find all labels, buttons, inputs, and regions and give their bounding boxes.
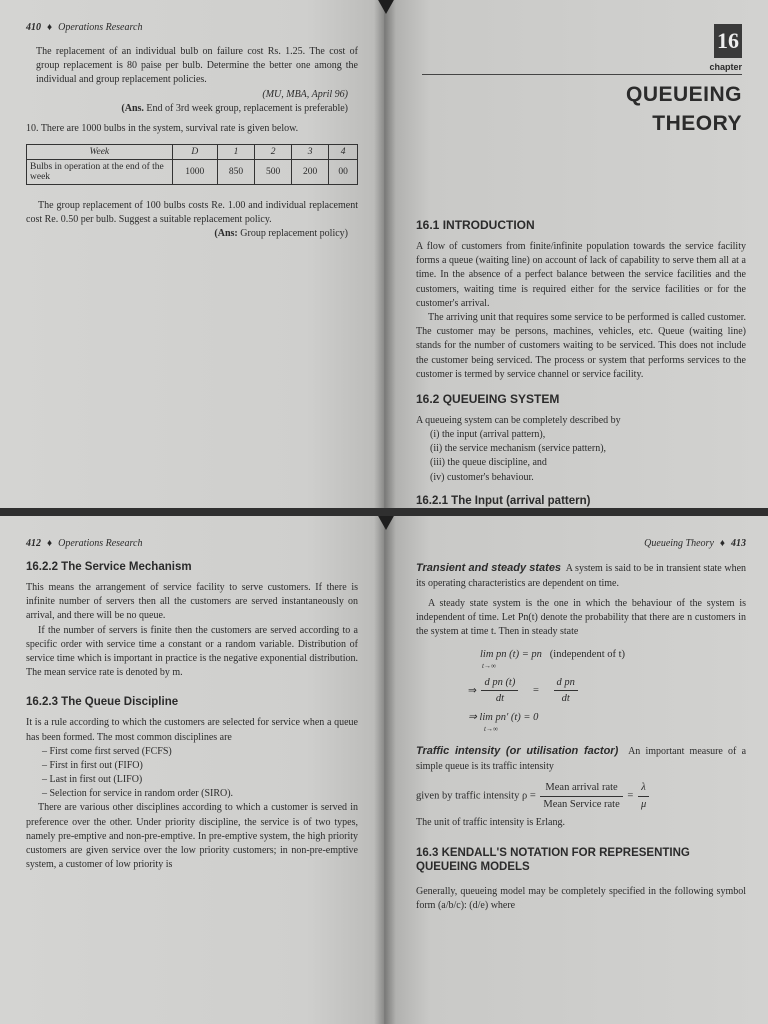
- answer-text: Group replacement policy): [240, 228, 348, 240]
- page-number: 412: [26, 538, 41, 549]
- answer-text: End of 3rd week group, replacement is preferable): [146, 102, 348, 114]
- table-row-label: Bulbs in operation at the end of the week: [27, 159, 173, 184]
- citation: (MU, MBA, April 96): [262, 88, 348, 100]
- page-number: 413: [731, 538, 746, 549]
- page-413: [384, 516, 768, 1024]
- transient-paragraph: [416, 561, 746, 591]
- running-title: Queueing Theory: [644, 538, 714, 549]
- traffic-denominator: Mean Service rate: [543, 798, 620, 810]
- section-heading-16-2-1: 16.2.1 The Input (arrival pattern): [416, 494, 591, 507]
- running-head-412: [26, 538, 358, 549]
- traffic-heading: Traffic intensity (or utilisation factor): [416, 745, 619, 758]
- section-heading-16-2-3: 16.2.3 The Queue Discipline: [26, 696, 179, 709]
- table-cell: 1000: [172, 159, 217, 184]
- discipline-paragraph-1: It is a rule according to which the customers are selected for service when a queue has been formed. The most common disciplines are: [26, 717, 358, 743]
- page-411: [384, 0, 768, 508]
- section-heading-16-2: 16.2 QUEUEING SYSTEM: [416, 391, 560, 406]
- bottom-spread: [0, 516, 768, 1024]
- equals-sign: =: [532, 685, 539, 697]
- table-row: [27, 159, 358, 184]
- chapter-title-line-2: THEORY: [652, 112, 742, 136]
- answer: [26, 102, 358, 116]
- chapter-number: 16: [714, 24, 742, 58]
- table-header-cell: 1: [217, 144, 254, 159]
- top-spread: [0, 0, 768, 508]
- list-item: – First come first served (FCFS): [42, 745, 172, 757]
- steady-state-paragraph: A steady state system is the one in which the behaviour of the system is independent of time. Let Pn(t) denote the probability that there are n customers in the system at time t. Then in steady state: [416, 597, 746, 638]
- list-item: – Last in first out (LIFO): [42, 774, 143, 786]
- traffic-unit: The unit of traffic intensity is Erlang.: [416, 816, 565, 828]
- discipline-list: [26, 745, 358, 802]
- fraction-denominator: dt: [561, 693, 570, 705]
- traffic-text: An important measure of a simple queue is its traffic intensity: [416, 746, 747, 772]
- transient-heading: Transient and steady states: [416, 562, 562, 574]
- queueing-system-intro: A queueing system can be completely described by: [416, 414, 621, 426]
- fraction-right: [554, 675, 578, 708]
- list-item: (iii) the queue discipline, and: [430, 457, 547, 469]
- running-head-413: [416, 538, 746, 549]
- table-header-cell: Week: [27, 144, 173, 159]
- section-heading-16-2-2: 16.2.2 The Service Mechanism: [26, 561, 192, 573]
- question-10: 10. There are 1000 bulbs in the system, survival rate is given below.: [26, 122, 299, 134]
- equation-limit-lhs: lim pn (t) = pn: [480, 649, 542, 661]
- traffic-numerator: Mean arrival rate: [540, 780, 622, 797]
- chapter-title-line-1: QUEUEING: [625, 83, 742, 106]
- page-410: [0, 0, 384, 508]
- equation-limit: [416, 647, 746, 671]
- lambda-mu-fraction: [638, 780, 649, 813]
- chapter-label: chapter: [422, 62, 742, 75]
- traffic-formula: [416, 780, 746, 813]
- table-cell: 850: [217, 159, 254, 184]
- traffic-formula-lead: given by traffic intensity ρ =: [416, 790, 536, 802]
- mu-symbol: μ: [640, 798, 647, 810]
- equation-limit-derivative-text: ⇒ lim pn′ (t) = 0: [468, 712, 539, 724]
- table-header-row: [27, 144, 358, 159]
- table-header-cell: D: [172, 144, 217, 159]
- queueing-system-list: [416, 428, 746, 485]
- intro-paragraph-2: The arriving unit that requires some service to be performed is called customer. The customer may be persons, machines, vehicles, etc. Queue (waiting line) stands for the number of customers waiting to be serviced. This does not include the customer being serviced. The process or system that performs services to the customer is termed by service channel or service facility.: [416, 311, 746, 380]
- implies-icon: ⇒: [468, 685, 477, 697]
- list-item: – First in first out (FIFO): [42, 759, 143, 771]
- equation-limit-note: (independent of t): [549, 649, 626, 661]
- equation-limit-derivative-subscript: t→∞: [484, 724, 498, 733]
- diamond-icon: ♦: [47, 538, 53, 549]
- traffic-paragraph: [416, 744, 746, 774]
- service-paragraph-1: This means the arrangement of service facility to serve customers. If there is infinite number of servers then all the customers are served instantaneously on arrival, and there will be no queue.: [26, 582, 358, 622]
- fraction-numerator: d pn: [554, 675, 578, 692]
- fraction-numerator: d pn (t): [481, 675, 518, 692]
- answer-2: [26, 227, 358, 241]
- equation-limit-derivative: [416, 710, 746, 734]
- page-412: [0, 516, 384, 1024]
- discipline-paragraph-2: There are various other disciplines according to which a customer is served in preference over the other. Under priority discipline, the service is of two types, namely pre-emptive and non-pre-emptive. In pre-emptive system, the high priority customers are given service over the low priority customers; in non-pre-emptive system, a customer of low priority is: [26, 802, 358, 871]
- section-heading-16-3: 16.3 KENDALL'S NOTATION FOR REPRESENTING QUEUEING MODELS: [416, 846, 690, 874]
- book-title: Operations Research: [58, 22, 143, 33]
- exercise-paragraph-2: The group replacement of 100 bulbs costs Re. 1.00 and individual replacement cost Re. 0.50 per bulb. Suggest a suitable replacement policy.: [26, 199, 358, 225]
- page-number: 410: [26, 22, 41, 33]
- answer-label: (Ans.: [121, 102, 144, 114]
- table-header-cell: 2: [255, 144, 292, 159]
- intro-paragraph-1: A flow of customers from finite/infinite population towards the service facility forms a queue (waiting line) on account of lack of capability to serve them all at a time. In the absence of a perfect balance between the service facilities and the customers, waiting time is required either for the service facilities or for the customer's arrival.: [416, 241, 746, 309]
- service-paragraph-2: If the number of servers is finite then the customers are served according to a specific order with service time a constant or a random variable. Distribution of service time which is important in practice is the negative exponential distribution. The mean service rate is denoted by m.: [26, 624, 358, 679]
- book-title: Operations Research: [58, 538, 143, 549]
- table-cell: 200: [292, 159, 329, 184]
- traffic-fraction: [540, 780, 622, 813]
- table-cell: 00: [329, 159, 358, 184]
- bookmark-notch: [377, 0, 395, 14]
- list-item: (iv) customer's behaviour.: [430, 471, 534, 483]
- exercise-paragraph: The replacement of an individual bulb on failure cost Rs. 1.25. The cost of group replacement is 80 paise per bulb. Determine the better one among the individual and group replacement policies.: [36, 46, 358, 86]
- diamond-icon: ♦: [719, 538, 725, 549]
- book-spine: [374, 0, 396, 508]
- equals-sign: =: [627, 790, 634, 802]
- fraction-denominator: dt: [495, 693, 504, 705]
- table-header-cell: 3: [292, 144, 329, 159]
- section-heading-16-1: 16.1 INTRODUCTION: [416, 218, 535, 232]
- book-spine: [374, 516, 396, 1024]
- transient-text: A system is said to be in transient state when its operating characteristics are dependent on time.: [416, 563, 747, 589]
- running-head-410: [26, 22, 358, 33]
- diamond-icon: ♦: [47, 22, 53, 33]
- list-item: – Selection for service in random order (SIRO).: [42, 788, 234, 800]
- kendall-paragraph: Generally, queueing model may be completely specified in the following symbol form (a/b/c): (d/e) where: [416, 885, 746, 911]
- list-item: (ii) the service mechanism (service pattern),: [430, 443, 607, 455]
- answer-label: (Ans:: [214, 228, 238, 240]
- chapter-title: [626, 80, 742, 139]
- bookmark-notch: [377, 516, 395, 530]
- lambda-symbol: λ: [638, 780, 649, 797]
- equation-limit-subscript: t→∞: [482, 662, 496, 671]
- table-cell: 500: [255, 159, 292, 184]
- fraction-left: [481, 675, 518, 708]
- table-header-cell: 4: [329, 144, 358, 159]
- survival-table: [26, 144, 358, 185]
- equation-derivative: [416, 675, 746, 708]
- list-item: (i) the input (arrival pattern),: [430, 429, 546, 441]
